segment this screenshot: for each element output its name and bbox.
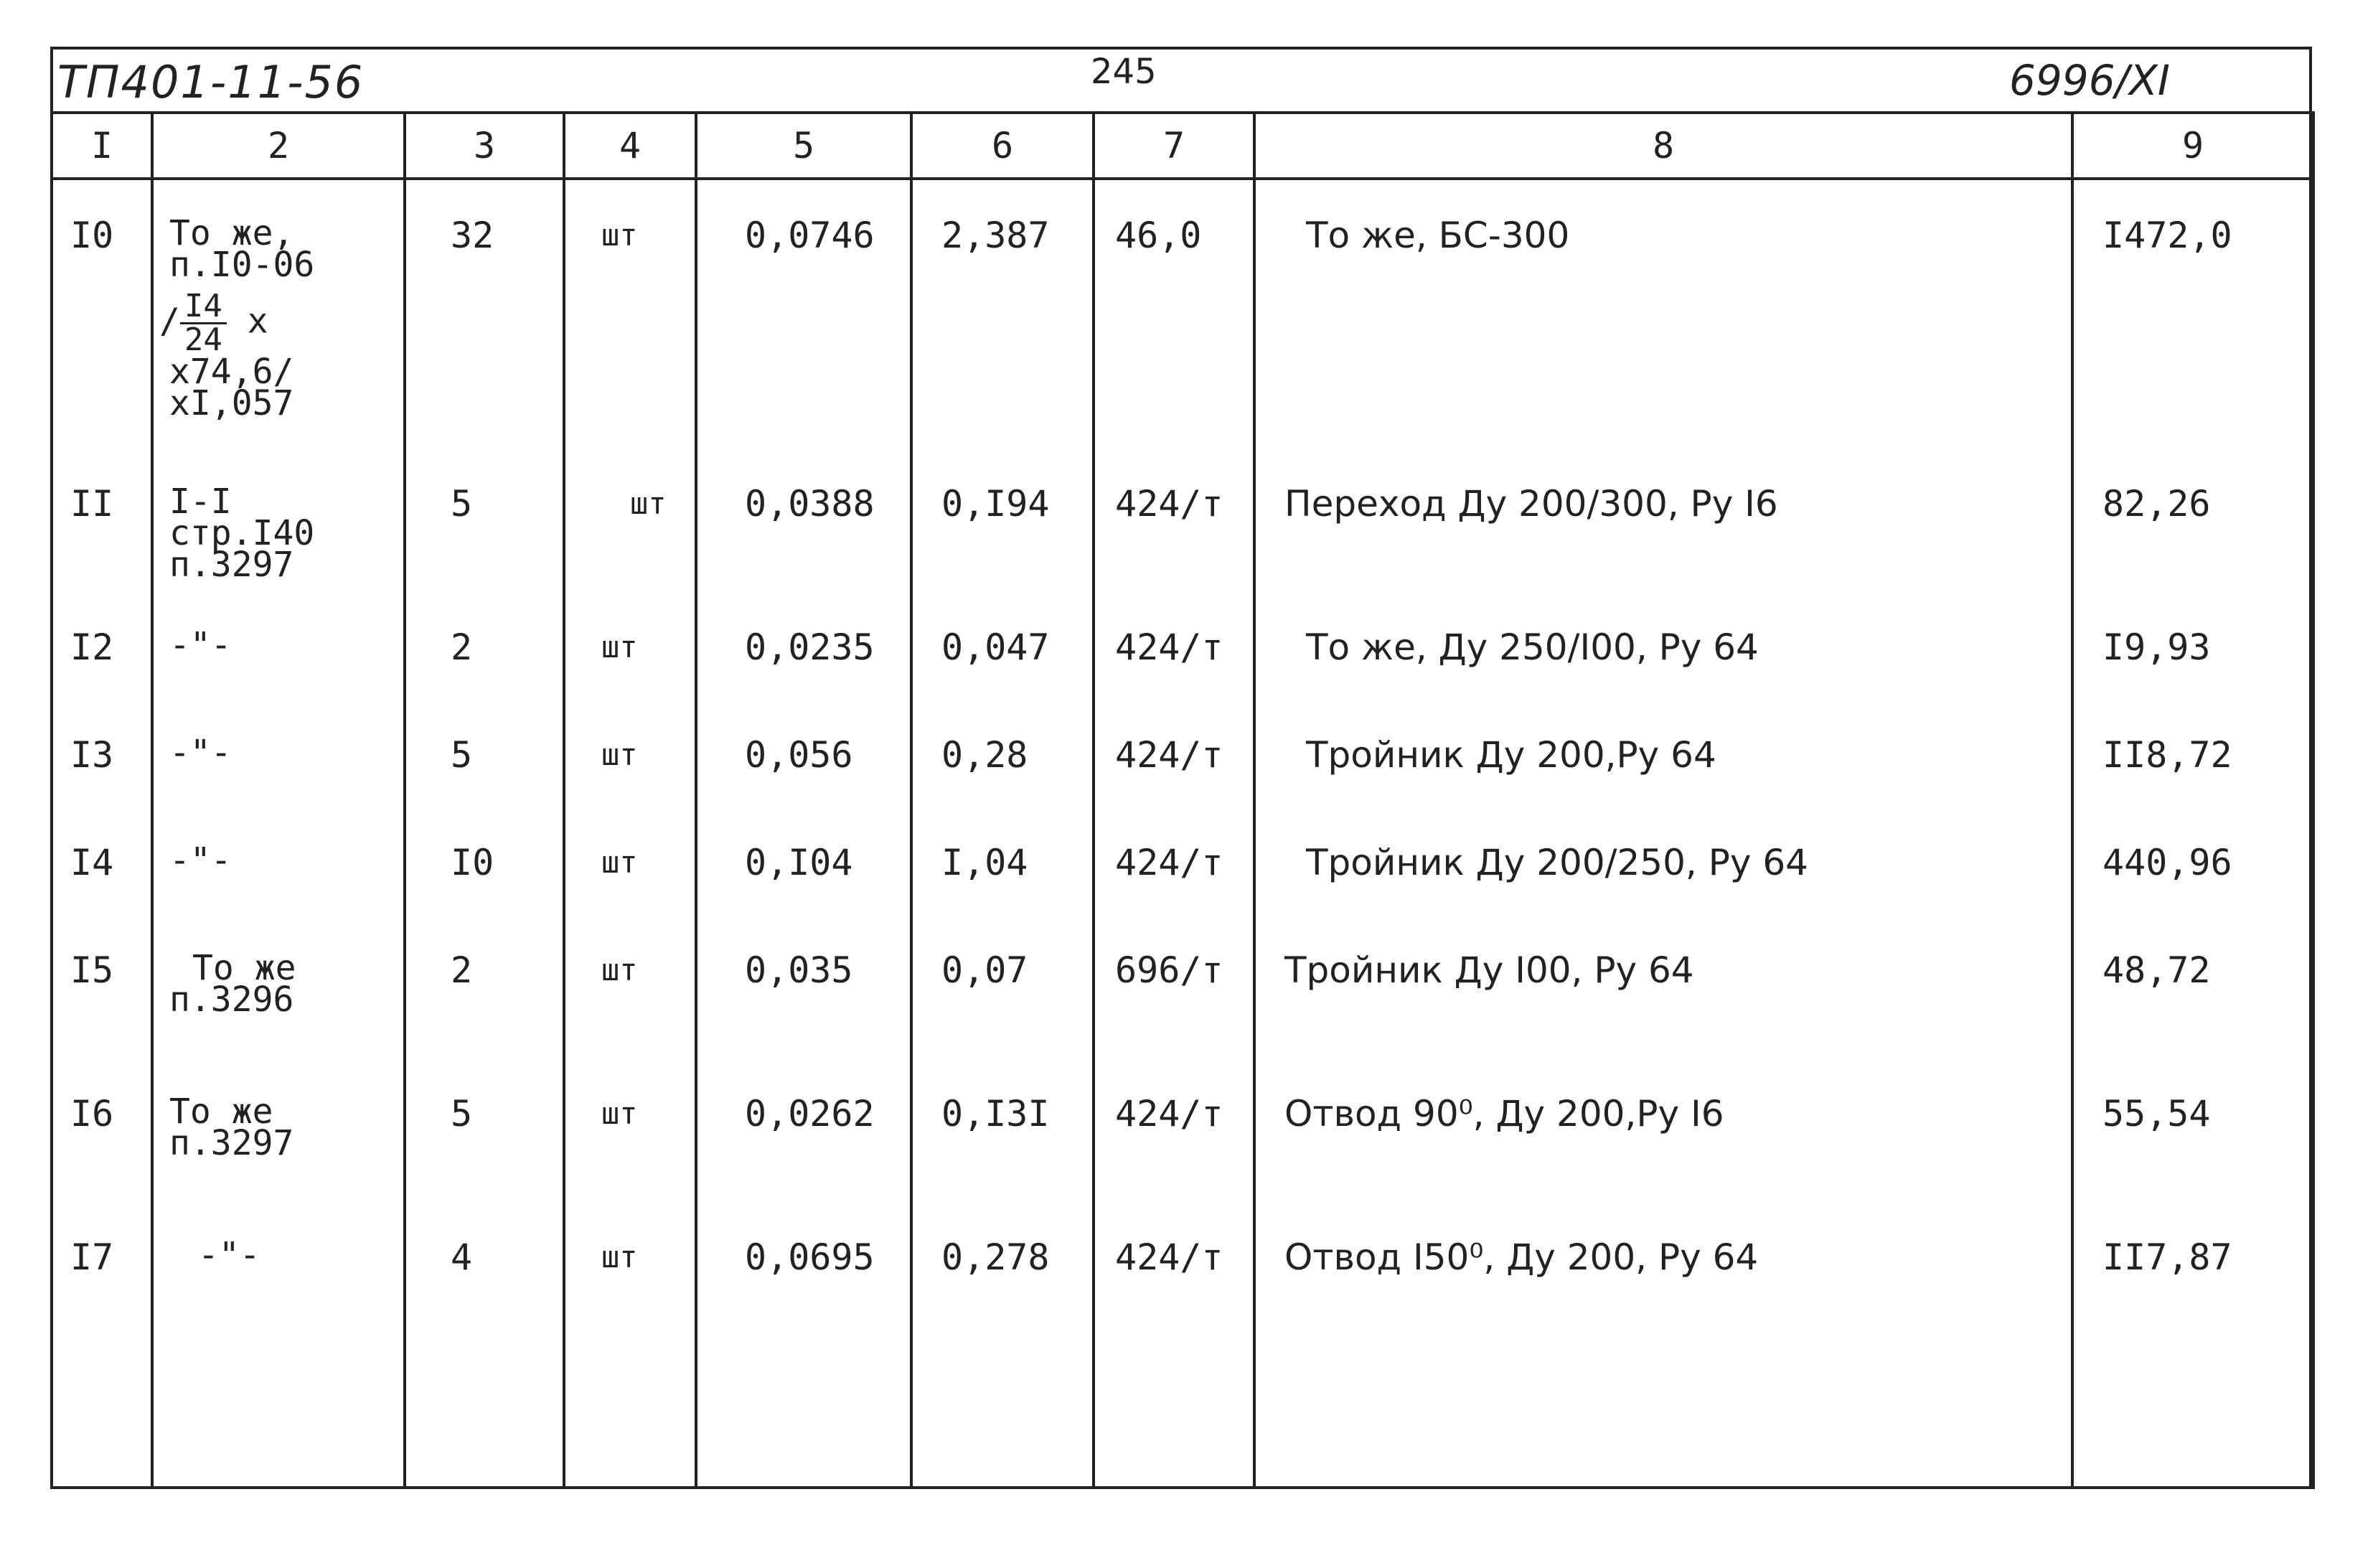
reference-line: То же [192, 948, 296, 988]
quantity: 2 [451, 949, 473, 991]
row-number: II [70, 483, 114, 525]
total: 82,26 [2102, 483, 2211, 525]
unit: шт [601, 629, 638, 665]
column-header: 3 [405, 113, 564, 179]
quantity: 4 [451, 1236, 473, 1278]
reference-line: стр.I40 [169, 513, 315, 553]
fraction-denominator: 24 [184, 321, 222, 358]
total: 440,96 [2102, 842, 2232, 883]
reference-line: п.3297 [169, 545, 294, 585]
formula-prefix: / [159, 301, 180, 342]
total-weight: I,04 [941, 842, 1028, 883]
table-row [52, 1090, 2313, 1234]
unit-weight: 0,056 [745, 734, 853, 776]
unit-weight: 0,0746 [745, 215, 875, 256]
unit: шт [601, 217, 638, 253]
reference-cell [154, 731, 403, 773]
document-code-stamp: ТП401-11-56 [57, 56, 365, 108]
table-row [52, 731, 2313, 839]
table-row [52, 473, 2313, 624]
price: 46,0 [1115, 215, 1202, 256]
total: 55,54 [2102, 1093, 2211, 1135]
total: I9,93 [2102, 626, 2211, 668]
row-number: I3 [70, 734, 114, 776]
quantity: 5 [451, 483, 473, 525]
reference-line: То же, [169, 213, 294, 253]
unit: шт [601, 1239, 638, 1274]
price: 424/т [1115, 1093, 1223, 1135]
table-row [52, 1234, 2313, 1489]
reference-cell [154, 180, 403, 423]
reference-line: x74,6/ [169, 352, 294, 392]
quantity: 2 [451, 626, 473, 668]
row-number: I6 [70, 1093, 114, 1135]
total-weight: 0,278 [941, 1236, 1050, 1278]
unit: шт [601, 1096, 638, 1131]
description: Тройник Ду 200/250, Ру 64 [1306, 842, 1808, 883]
row-number: I0 [70, 215, 114, 256]
total: II7,87 [2102, 1236, 2232, 1278]
reference-line: То же [169, 1092, 273, 1132]
table-row [52, 179, 2313, 473]
reference-line: -"- [169, 733, 232, 773]
unit-weight: 0,0235 [745, 626, 875, 668]
row-number: I5 [70, 949, 114, 991]
total: 48,72 [2102, 949, 2211, 991]
unit-weight: 0,I04 [745, 842, 853, 883]
description: Тройник Ду I00, Ру 64 [1284, 949, 1694, 991]
reference-formula [159, 288, 403, 358]
reference-line: п.I0-06 [169, 245, 315, 285]
reference-line: п.3296 [169, 980, 294, 1020]
quantity: 5 [451, 1093, 473, 1135]
price: 424/т [1115, 734, 1223, 776]
description: Отвод 90⁰, Ду 200,Ру I6 [1284, 1093, 1724, 1135]
description: То же, Ду 250/I00, Ру 64 [1306, 626, 1759, 668]
row-number: I7 [70, 1236, 114, 1278]
total-weight: 0,I94 [941, 483, 1050, 525]
unit-weight: 0,0388 [745, 483, 875, 525]
total-weight: 0,I3I [941, 1093, 1050, 1135]
reference-line: -"- [169, 840, 232, 881]
column-header: 9 [2072, 113, 2313, 179]
reference-line: -"- [169, 625, 232, 665]
reference-line: -"- [198, 1235, 260, 1275]
reference-line: I-I [169, 482, 232, 522]
total-weight: 0,28 [941, 734, 1028, 776]
specification-table [50, 111, 2315, 1489]
unit: шт [630, 486, 667, 521]
price: 424/т [1115, 483, 1223, 525]
total: II8,72 [2102, 734, 2232, 776]
unit-weight: 0,035 [745, 949, 853, 991]
column-header-row [52, 113, 2313, 179]
description: Переход Ду 200/300, Ру I6 [1284, 483, 1778, 525]
unit: шт [601, 952, 638, 987]
description: Тройник Ду 200,Ру 64 [1306, 734, 1716, 776]
table-row [52, 947, 2313, 1090]
row-number: I4 [70, 842, 114, 883]
total-weight: 0,07 [941, 949, 1028, 991]
table-row [52, 839, 2313, 947]
unit: шт [601, 845, 638, 880]
column-header: 5 [696, 113, 911, 179]
unit: шт [601, 737, 638, 772]
reference-line: п.3297 [169, 1123, 294, 1163]
total: I472,0 [2102, 215, 2232, 256]
column-header: 8 [1254, 113, 2072, 179]
formula-fraction [180, 288, 227, 358]
reference-cell [154, 839, 403, 881]
reference-cell [154, 624, 403, 665]
row-number: I2 [70, 626, 114, 668]
column-header: 7 [1094, 113, 1254, 179]
column-header: 4 [564, 113, 696, 179]
reference-cell [154, 1090, 403, 1163]
formula-suffix: x [247, 301, 268, 342]
description: То же, БС-300 [1306, 215, 1570, 256]
price: 424/т [1115, 842, 1223, 883]
reference-cell [154, 473, 403, 585]
quantity: 5 [451, 734, 473, 776]
reference-cell [154, 947, 403, 1020]
fraction-numerator: I4 [180, 291, 227, 324]
unit-weight: 0,0695 [745, 1236, 875, 1278]
reference-line: xI,057 [169, 383, 294, 423]
reference-cell [154, 1234, 403, 1275]
price: 424/т [1115, 1236, 1223, 1278]
table-row [52, 624, 2313, 731]
column-header: I [52, 113, 152, 179]
price: 696/т [1115, 949, 1223, 991]
total-weight: 0,047 [941, 626, 1050, 668]
sheet-code-stamp: 6996/XI [2009, 56, 2170, 105]
column-header: 2 [152, 113, 405, 179]
total-weight: 2,387 [941, 215, 1050, 256]
quantity: 32 [451, 215, 494, 256]
price: 424/т [1115, 626, 1223, 668]
quantity: I0 [451, 842, 494, 883]
page-number: 245 [1091, 52, 1157, 92]
column-header: 6 [911, 113, 1094, 179]
unit-weight: 0,0262 [745, 1093, 875, 1135]
description: Отвод I50⁰, Ду 200, Ру 64 [1284, 1236, 1759, 1278]
